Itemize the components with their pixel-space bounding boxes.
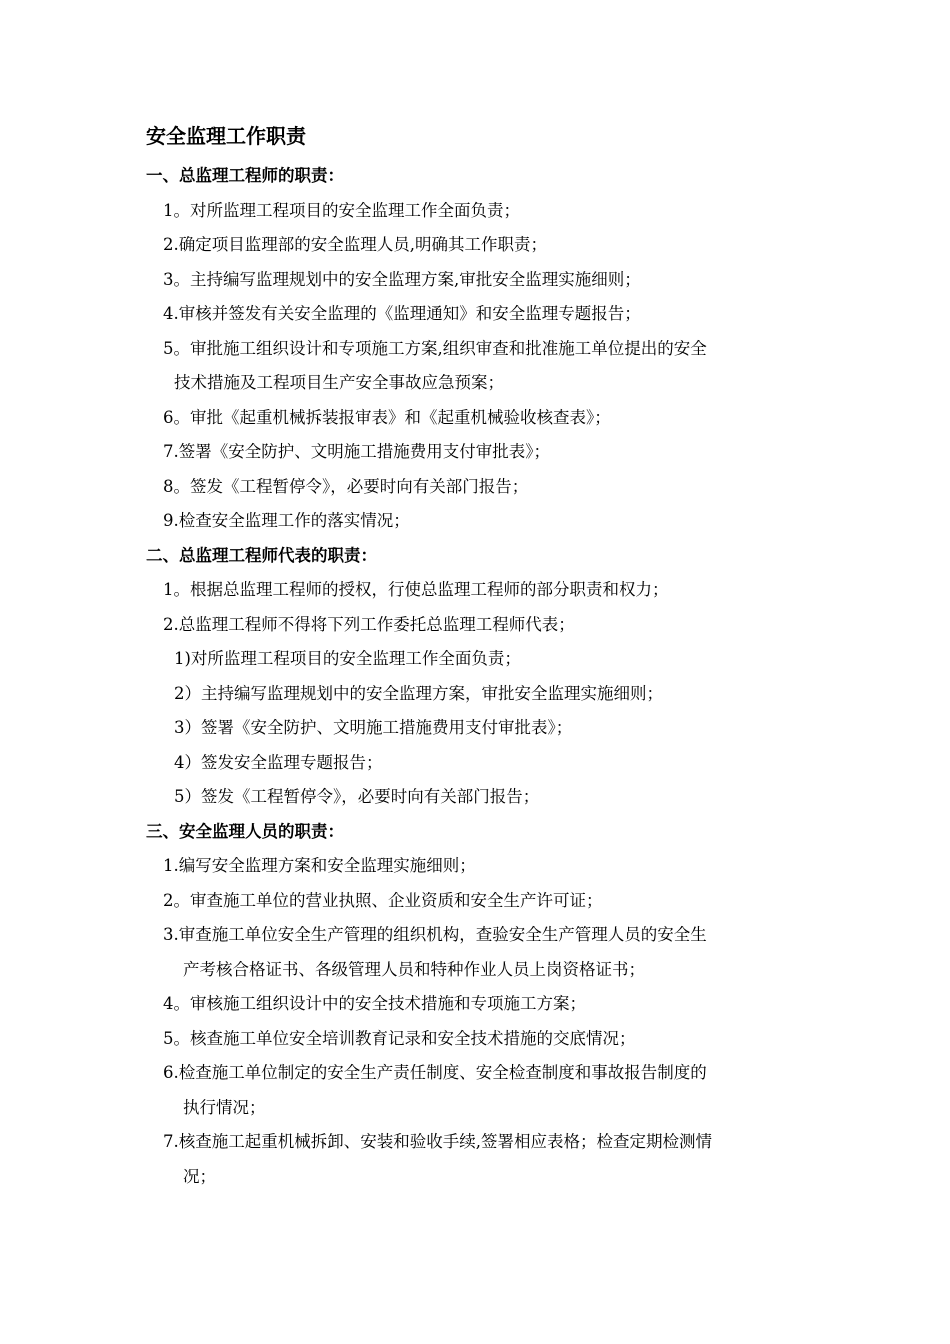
document-body [146, 159, 816, 1194]
section-heading: 三、安全监理人员的职责： [146, 821, 344, 841]
list-item: 产考核合格证书、各级管理人员和特种作业人员上岗资格证书； [183, 959, 645, 979]
list-item: 7.核查施工起重机械拆卸、安装和验收手续,签署相应表格；检查定期检测情 [163, 1132, 712, 1151]
list-item: 3.审查施工单位安全生产管理的组织机构，查验安全生产管理人员的安全生 [163, 925, 707, 944]
section-heading: 一、总监理工程师的职责： [146, 166, 344, 185]
list-item: 5）签发《工程暂停令》，必要时向有关部门报告； [174, 787, 540, 806]
list-item: 8。签发《工程暂停令》，必要时向有关部门报告； [163, 476, 529, 496]
list-item: 1)对所监理工程项目的安全监理工作全面负责； [174, 649, 521, 668]
list-item: 技术措施及工程项目生产安全事故应急预案； [174, 373, 504, 392]
list-item: 4）签发安全监理专题报告； [174, 752, 383, 772]
list-item: 6.检查施工单位制定的安全生产责任制度、安全检查制度和事故报告制度的 [163, 1063, 707, 1082]
list-item: 2。审查施工单位的营业执照、企业资质和安全生产许可证； [163, 890, 603, 910]
list-item: 5。核查施工单位安全培训教育记录和安全技术措施的交底情况； [163, 1028, 636, 1048]
list-item: 2.确定项目监理部的安全监理人员,明确其工作职责； [163, 235, 547, 254]
list-item: 执行情况； [183, 1097, 266, 1117]
list-item: 3）签署《安全防护、文明施工措施费用支付审批表》； [174, 718, 573, 737]
list-item: 6。审批《起重机械拆装报审表》和《起重机械验收核查表》； [163, 407, 611, 427]
list-item: 3。主持编写监理规划中的安全监理方案,审批安全监理实施细则； [163, 269, 641, 289]
section-heading: 二、总监理工程师代表的职责： [146, 545, 377, 565]
list-item: 7.签署《安全防护、文明施工措施费用支付审批表》； [163, 442, 550, 461]
list-item: 1。对所监理工程项目的安全监理工作全面负责； [163, 200, 520, 220]
list-item: 5。审批施工组织设计和专项施工方案,组织审查和批准施工单位提出的安全 [163, 338, 707, 358]
list-item: 9.检查安全监理工作的落实情况； [163, 511, 410, 530]
list-item: 1。根据总监理工程师的授权，行使总监理工程师的部分职责和权力； [163, 580, 669, 599]
list-item: 2.总监理工程师不得将下列工作委托总监理工程师代表； [163, 614, 575, 634]
list-item: 1.编写安全监理方案和安全监理实施细则； [163, 856, 476, 875]
list-item: 况； [183, 1166, 216, 1186]
list-item: 4.审核并签发有关安全监理的《监理通知》和安全监理专题报告； [163, 304, 641, 323]
document-title: 安全监理工作职责 [146, 124, 306, 148]
list-item: 2）主持编写监理规划中的安全监理方案，审批安全监理实施细则； [174, 683, 663, 703]
list-item: 4。审核施工组织设计中的安全技术措施和专项施工方案； [163, 994, 586, 1013]
